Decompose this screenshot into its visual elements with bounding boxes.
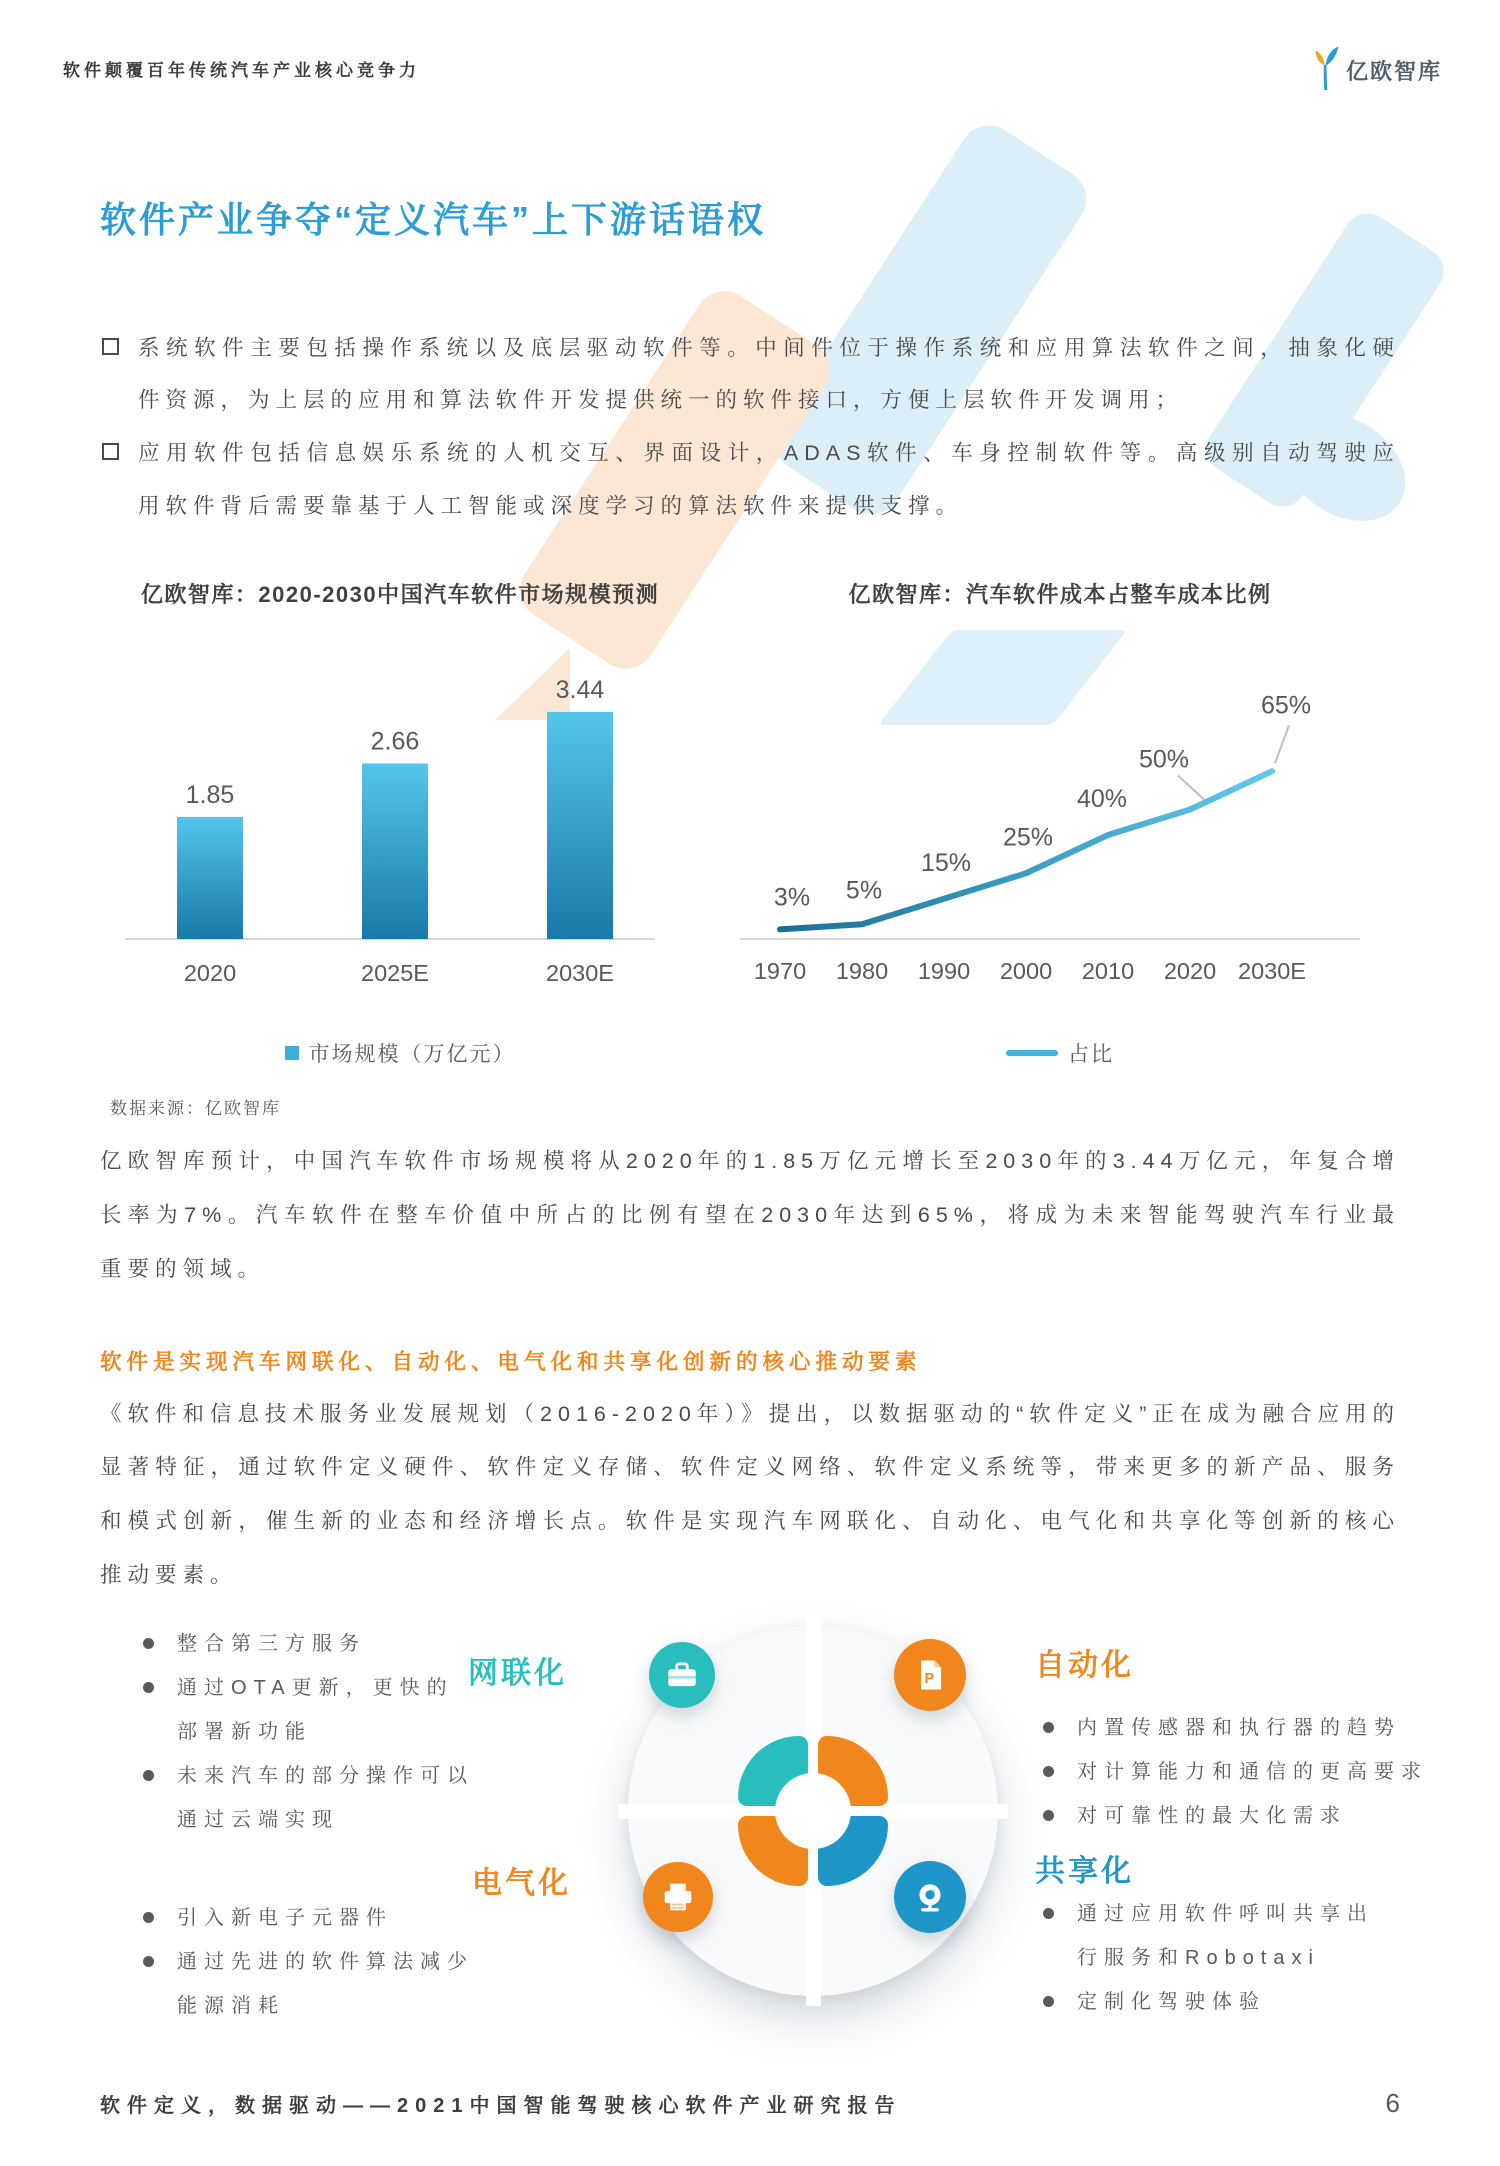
list-item: 内置传感器和执行器的趋势 <box>1035 1706 1435 1750</box>
key-points-list <box>100 322 1400 533</box>
page-title: 软件产业争夺“定义汽车”上下游话语权 <box>100 199 767 240</box>
running-head: 软件颠覆百年传统汽车产业核心竞争力 <box>63 61 420 80</box>
line-axis-label: 2020 <box>1163 958 1217 985</box>
line-chart-legend <box>730 1038 1390 1068</box>
point-value-label: 50% <box>1138 745 1190 774</box>
list-item: 定制化驾驶体验 <box>1035 1980 1400 2024</box>
document-icon <box>894 1639 966 1711</box>
bar-2020 <box>177 817 243 939</box>
electrification-list <box>135 1896 480 2028</box>
line-axis-label: 1970 <box>753 958 807 985</box>
line-axis-label: 1980 <box>835 958 889 985</box>
paragraph-software-defined: 《软件和信息技术服务业发展规划（2016-2020年）》提出，以数据驱动的“软件定义”正在成为融合应用的显著特征，通过软件定义硬件、软件定义存储、软件定义网络、软件定义系统等，带来更多的新产品、服务和模式创新，催生新的业态和经济增长点。软件是实现汽车网联化、自动化、电气化和共享化等创新的核心推动要素。 <box>100 1401 1400 1587</box>
charts-row <box>0 578 1500 1068</box>
bar-axis-label: 2025E <box>361 960 429 987</box>
market-size-bar-chart <box>110 619 690 1024</box>
bar-axis-label: 2030E <box>546 960 614 987</box>
point-value-label: 3% <box>773 883 811 912</box>
line-chart-title: 亿欧智库：汽车软件成本占整车成本比例 <box>848 582 1272 608</box>
bar-2025E <box>362 764 428 940</box>
bar-chart-legend <box>110 1038 690 1068</box>
cost-share-line-chart <box>730 619 1390 1024</box>
list-item: 应用软件包括信息娱乐系统的人机交互、界面设计，ADAS软件、车身控制软件等。高级别自动驾驶应用软件背后需要靠基于人工智能或深度学习的算法软件来提供支撑。 <box>100 427 1400 532</box>
quadrant-diagram <box>600 1595 1030 2035</box>
ring-center-disc <box>775 1773 851 1849</box>
briefcase-icon <box>649 1642 715 1708</box>
automation-list <box>1035 1706 1435 1838</box>
printer-icon <box>643 1862 713 1932</box>
label-sharing: 共享化 <box>1035 1855 1134 1888</box>
point-value-label: 5% <box>845 876 883 905</box>
bar-value-label: 2.66 <box>370 727 420 756</box>
line-axis-label: 1990 <box>917 958 971 985</box>
four-trends-section <box>0 1608 1500 2078</box>
center-ring <box>738 1736 888 1886</box>
yiou-logo-icon <box>1310 44 1340 97</box>
yiou-logo-text: 亿欧智库 <box>1345 59 1442 84</box>
market-size-chart-block <box>110 578 690 1068</box>
line-chart-svg <box>730 619 1370 1019</box>
list-item: 对计算能力和通信的更高要求 <box>1035 1750 1435 1794</box>
list-item: 通过先进的软件算法减少能源消耗 <box>135 1940 480 2028</box>
yiou-logo <box>1310 44 1442 97</box>
bar-legend-label: 市场规模（万亿元） <box>308 1043 516 1067</box>
line-legend-label: 占比 <box>1068 1043 1114 1067</box>
list-item: 未来汽车的部分操作可以通过云端实现 <box>135 1754 480 1842</box>
label-electrification: 电气化 <box>472 1867 571 1900</box>
point-value-label: 40% <box>1076 785 1128 814</box>
page-header <box>0 0 1500 97</box>
data-source-note: 数据来源：亿欧智库 <box>110 1099 281 1119</box>
bar-value-label: 3.44 <box>555 676 605 705</box>
line-axis-label: 2030E <box>1238 958 1306 985</box>
list-item: 系统软件主要包括操作系统以及底层驱动软件等。中间件位于操作系统和应用算法软件之间，抽象化硬件资源，为上层的应用和算法软件开发提供统一的软件接口，方便上层软件开发调用； <box>100 322 1400 427</box>
point-value-label: 25% <box>1002 823 1054 852</box>
point-value-label: 15% <box>920 849 972 878</box>
camera-icon <box>894 1861 966 1933</box>
label-automation: 自动化 <box>1035 1649 1134 1682</box>
list-item: 对可靠性的最大化需求 <box>1035 1794 1435 1838</box>
list-item: 整合第三方服务 <box>135 1622 480 1666</box>
line-axis-label: 2010 <box>1081 958 1135 985</box>
bar-2030E <box>547 712 613 939</box>
cost-share-chart-block <box>730 578 1390 1068</box>
sub-heading: 软件是实现汽车网联化、自动化、电气化和共享化创新的核心推动要素 <box>100 1349 922 1374</box>
page-number: 6 <box>1385 2088 1400 2118</box>
bar-chart-title: 亿欧智库：2020-2030中国汽车软件市场规模预测 <box>140 582 660 608</box>
bar-axis-label: 2020 <box>183 960 237 987</box>
legend-line-swatch <box>1006 1050 1058 1056</box>
footer-report-title: 软件定义，数据驱动——2021中国智能驾驶核心软件产业研究报告 <box>100 2095 902 2117</box>
bar-value-label: 1.85 <box>185 781 235 810</box>
bar-chart-svg <box>110 619 670 1019</box>
svg-text:P: P <box>924 1670 935 1687</box>
paragraph-forecast: 亿欧智库预计，中国汽车软件市场规模将从2020年的1.85万亿元增长至2030年的3.44万亿元，年复合增长率为7%。汽车软件在整车价值中所占的比例有望在2030年达到65%，将成为未来智能驾驶汽车行业最重要的领域。 <box>100 1149 1400 1281</box>
point-value-label: 65% <box>1260 691 1312 720</box>
list-item: 引入新电子元器件 <box>135 1896 480 1940</box>
sharing-list <box>1035 1892 1400 2024</box>
line-axis-label: 2000 <box>999 958 1053 985</box>
list-item: 通过OTA更新，更快的部署新功能 <box>135 1666 480 1754</box>
page-footer <box>100 2088 1400 2119</box>
connectivity-list <box>135 1622 480 1842</box>
legend-square-swatch <box>285 1046 299 1060</box>
label-connectivity: 网联化 <box>468 1657 567 1690</box>
list-item: 通过应用软件呼叫共享出行服务和Robotaxi <box>1035 1892 1400 1980</box>
